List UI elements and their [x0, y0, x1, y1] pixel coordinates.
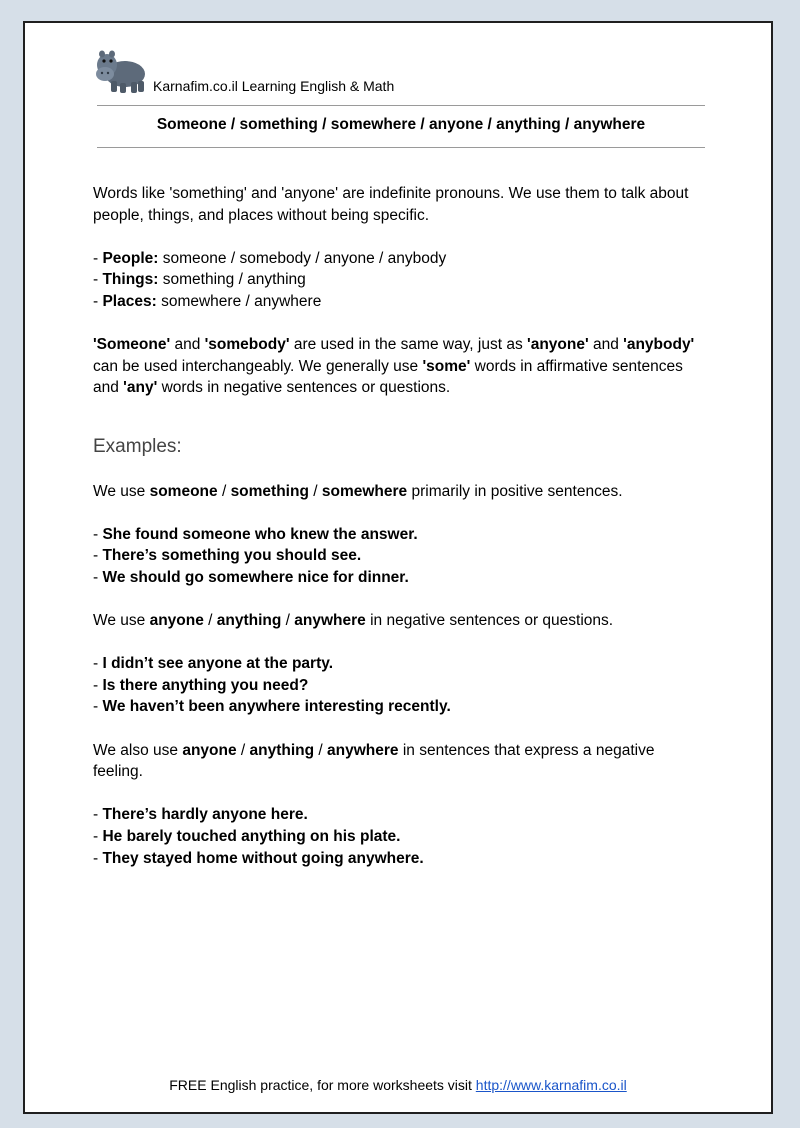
intro-text: We use [93, 482, 150, 500]
usage-text: can be used interchangeably. We generally use [93, 357, 423, 375]
example-text: There’s hardly anyone here. [102, 806, 308, 824]
examples-heading: Examples: [93, 435, 182, 457]
usage-term: 'any' [123, 379, 158, 397]
usage-term: 'anybody' [623, 336, 695, 354]
example-sentence: - Is there anything you need? [93, 676, 309, 694]
keyword: somewhere [321, 482, 408, 500]
group2-intro [93, 610, 705, 632]
separator: / [203, 612, 217, 630]
intro-text: primarily in positive sentences. [407, 482, 623, 500]
website-link[interactable]: http://www.karnafim.co.il [475, 1077, 627, 1093]
title-divider-top [97, 105, 705, 106]
keyword: anywhere [327, 741, 399, 759]
category-item: - People: someone / somebody / anyone / anybody [93, 249, 447, 267]
keyword: anywhere [294, 612, 366, 630]
usage-term: 'anyone' [527, 336, 589, 354]
category-label: Things: [102, 271, 159, 289]
worksheet-body [93, 183, 705, 869]
category-list [93, 248, 705, 313]
example-text: I didn’t see anyone at the party. [102, 655, 334, 673]
separator: / [308, 482, 322, 500]
intro-paragraph: Words like 'something' and 'anyone' are indefinite pronouns. We use them to talk about people, things, and places without being specific. [93, 185, 689, 224]
group2-examples [93, 653, 705, 718]
intro-text: We use [93, 612, 150, 630]
category-words: somewhere / anywhere [161, 292, 322, 310]
separator: / [281, 612, 295, 630]
group1-intro [93, 481, 705, 503]
category-words: someone / somebody / anyone / anybody [162, 249, 447, 267]
keyword: anything [216, 612, 282, 630]
page-title: Someone / something / somewhere / anyone / anything / anywhere [156, 116, 646, 133]
example-sentence: - There’s hardly anyone here. [93, 806, 308, 824]
category-label: People: [102, 249, 159, 267]
usage-text: words in negative sentences or questions. [157, 379, 451, 397]
example-sentence: - She found someone who knew the answer. [93, 525, 418, 543]
group3-intro [93, 740, 705, 783]
usage-text: words in affirmative sentences and [93, 357, 683, 397]
keyword: someone [149, 482, 218, 500]
intro-text: in sentences that express a negative feeling. [93, 741, 655, 781]
usage-term: 'somebody' [204, 336, 290, 354]
example-sentence: - He barely touched anything on his plate. [93, 828, 401, 846]
title-divider-bottom [97, 147, 705, 148]
group1-examples [93, 524, 705, 589]
intro-text: in negative sentences or questions. [365, 612, 614, 630]
brand-name: Karnafim.co.il Learning English & Math [153, 78, 395, 94]
category-item: - Things: something / anything [93, 271, 306, 289]
category-label: Places: [102, 292, 157, 310]
group3-examples [93, 804, 705, 869]
example-sentence: - There’s something you should see. [93, 547, 362, 565]
worksheet-page [23, 21, 773, 1114]
example-text: Is there anything you need? [102, 676, 309, 694]
example-sentence: - They stayed home without going anywhere. [93, 849, 424, 867]
example-sentence: - I didn’t see anyone at the party. [93, 655, 334, 673]
intro-text: We also use [93, 741, 183, 759]
example-sentence: - We should go somewhere nice for dinner. [93, 568, 409, 586]
example-sentence: - We haven’t been anywhere interesting recently. [93, 698, 451, 716]
hippo-icon [95, 49, 147, 95]
example-text: She found someone who knew the answer. [102, 525, 418, 543]
usage-term: 'Someone' [93, 336, 171, 354]
separator: / [314, 741, 328, 759]
usage-paragraph [93, 334, 705, 399]
header [95, 45, 394, 95]
usage-text: and [588, 336, 624, 354]
example-text: They stayed home without going anywhere. [102, 849, 424, 867]
keyword: anything [249, 741, 315, 759]
example-text: We should go somewhere nice for dinner. [102, 568, 409, 586]
keyword: anyone [149, 612, 204, 630]
example-text: He barely touched anything on his plate. [102, 828, 401, 846]
footer [25, 1077, 771, 1093]
example-text: There’s something you should see. [102, 547, 362, 565]
keyword: anyone [182, 741, 237, 759]
example-text: We haven’t been anywhere interesting recently. [102, 698, 451, 716]
usage-text: and [170, 336, 205, 354]
separator: / [236, 741, 250, 759]
category-item: - Places: somewhere / anywhere [93, 292, 322, 310]
separator: / [217, 482, 231, 500]
footer-text: FREE English practice, for more worksheets visit [169, 1077, 476, 1093]
category-words: something / anything [162, 271, 306, 289]
usage-text: are used in the same way, just as [289, 336, 528, 354]
keyword: something [230, 482, 309, 500]
usage-term: 'some' [422, 357, 471, 375]
